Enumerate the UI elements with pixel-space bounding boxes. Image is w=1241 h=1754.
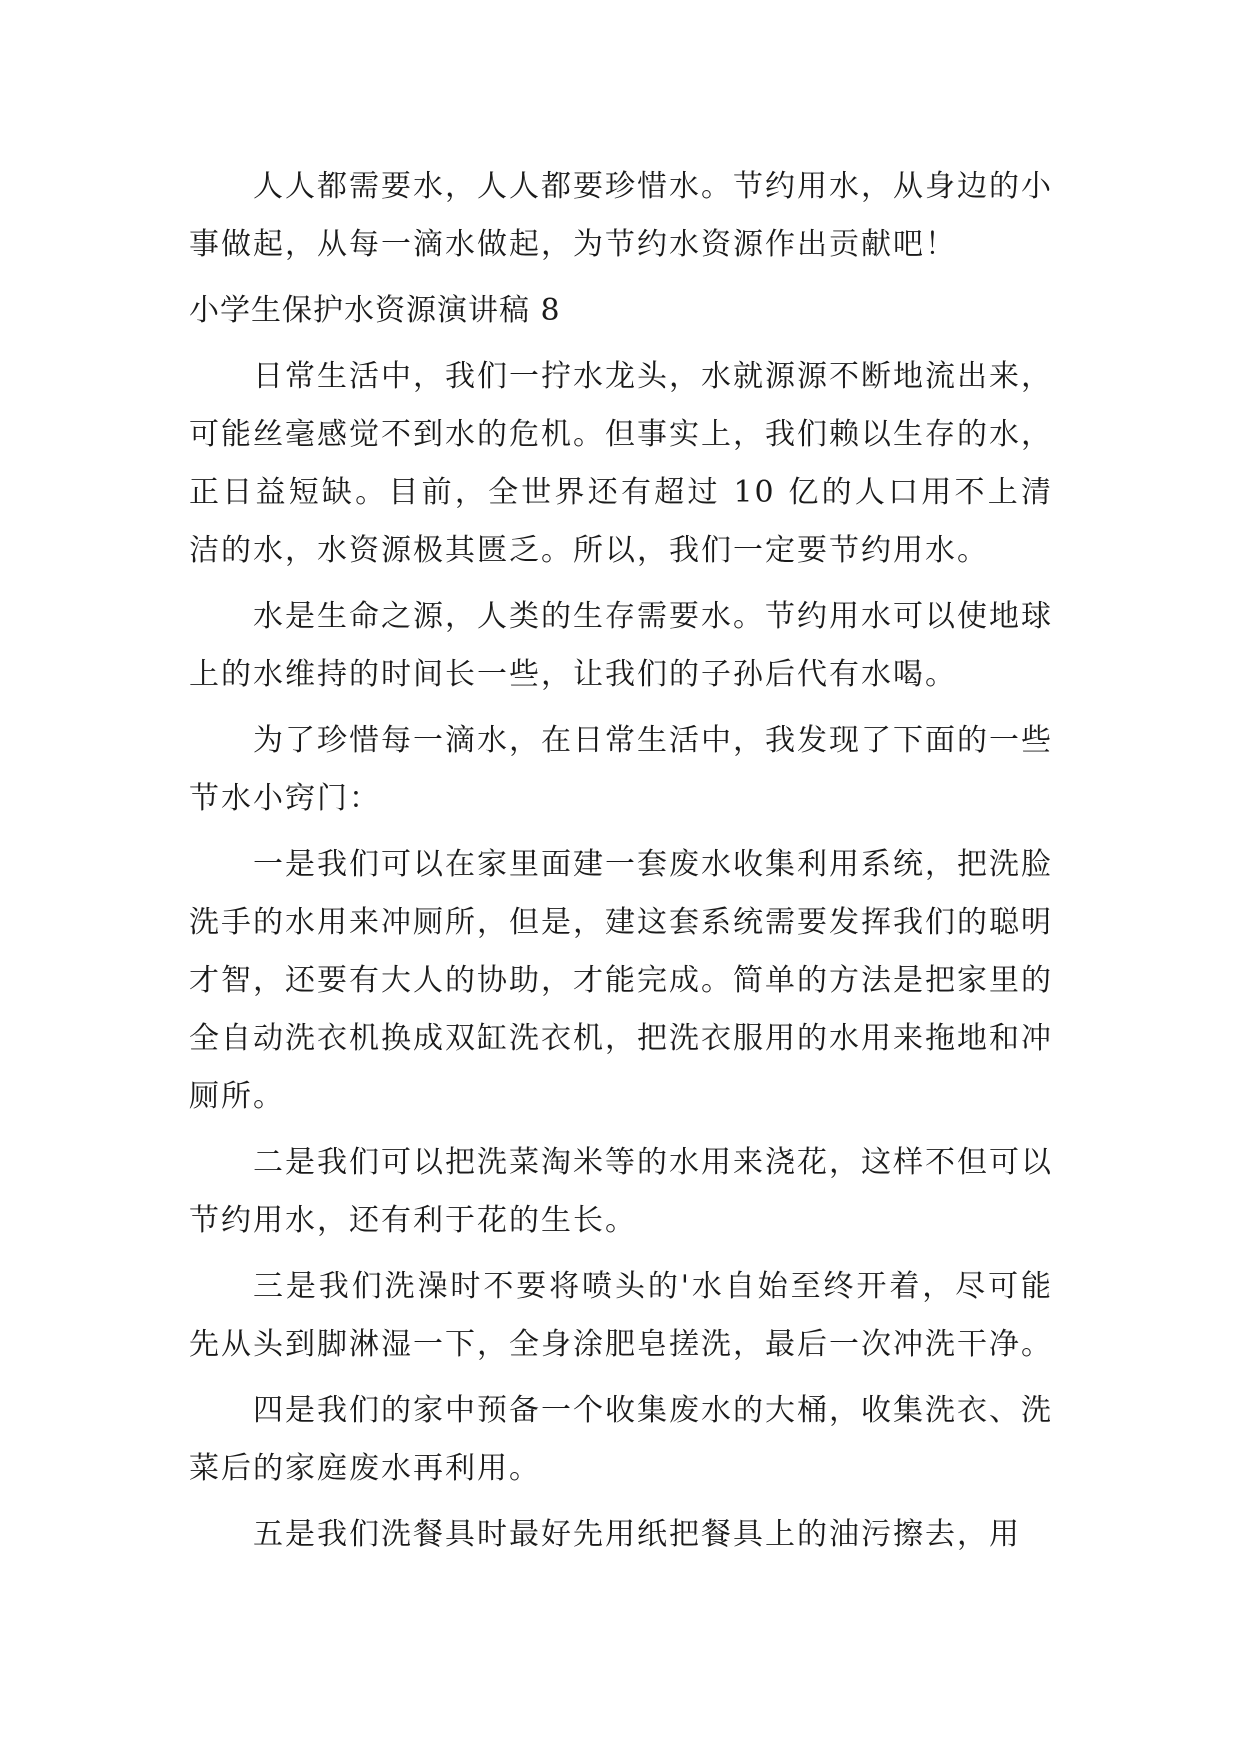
section-heading: 小学生保护水资源演讲稿 8: [189, 293, 561, 328]
paragraph-tip-five: 五是我们洗餐具时最好先用纸把餐具上的油污擦去，用: [253, 1517, 1021, 1552]
paragraph-water-crisis: 日常生活中，我们一拧水龙头，水就源源不断地流出来，可能丝毫感觉不到水的危机。但事实上，我们赖以生存的水，正日益短缺。目前，全世界还有超过 10 亿的人口用不上清洁的水，水资源极其匮乏。所以，我们一定要节约用水。: [189, 359, 1053, 568]
paragraph-conclusion: 人人都需要水，人人都要珍惜水。节约用水，从身边的小事做起，从每一滴水做起，为节约水资源作出贡献吧！: [189, 169, 1053, 262]
paragraph-tip-one: 一是我们可以在家里面建一套废水收集利用系统，把洗脸洗手的水用来冲厕所，但是，建这套系统需要发挥我们的聪明才智，还要有大人的协助，才能完成。简单的方法是把家里的全自动洗衣机换成双缸洗衣机，把洗衣服用的水用来拖地和冲厕所。: [189, 847, 1053, 1114]
paragraph-tip-three: 三是我们洗澡时不要将喷头的'水自始至终开着，尽可能先从头到脚淋湿一下，全身涂肥皂搓洗，最后一次冲洗干净。: [189, 1269, 1053, 1362]
paragraph-tips-intro: 为了珍惜每一滴水，在日常生活中，我发现了下面的一些节水小窍门：: [189, 723, 1053, 816]
paragraph-source-of-life: 水是生命之源，人类的生存需要水。节约用水可以使地球上的水维持的时间长一些，让我们的子孙后代有水喝。: [189, 599, 1053, 692]
document-body: [189, 158, 1053, 1572]
paragraph-tip-two: 二是我们可以把洗菜淘米等的水用来浇花，这样不但可以节约用水，还有利于花的生长。: [189, 1145, 1053, 1238]
paragraph-tip-four: 四是我们的家中预备一个收集废水的大桶，收集洗衣、洗菜后的家庭废水再利用。: [189, 1393, 1053, 1486]
